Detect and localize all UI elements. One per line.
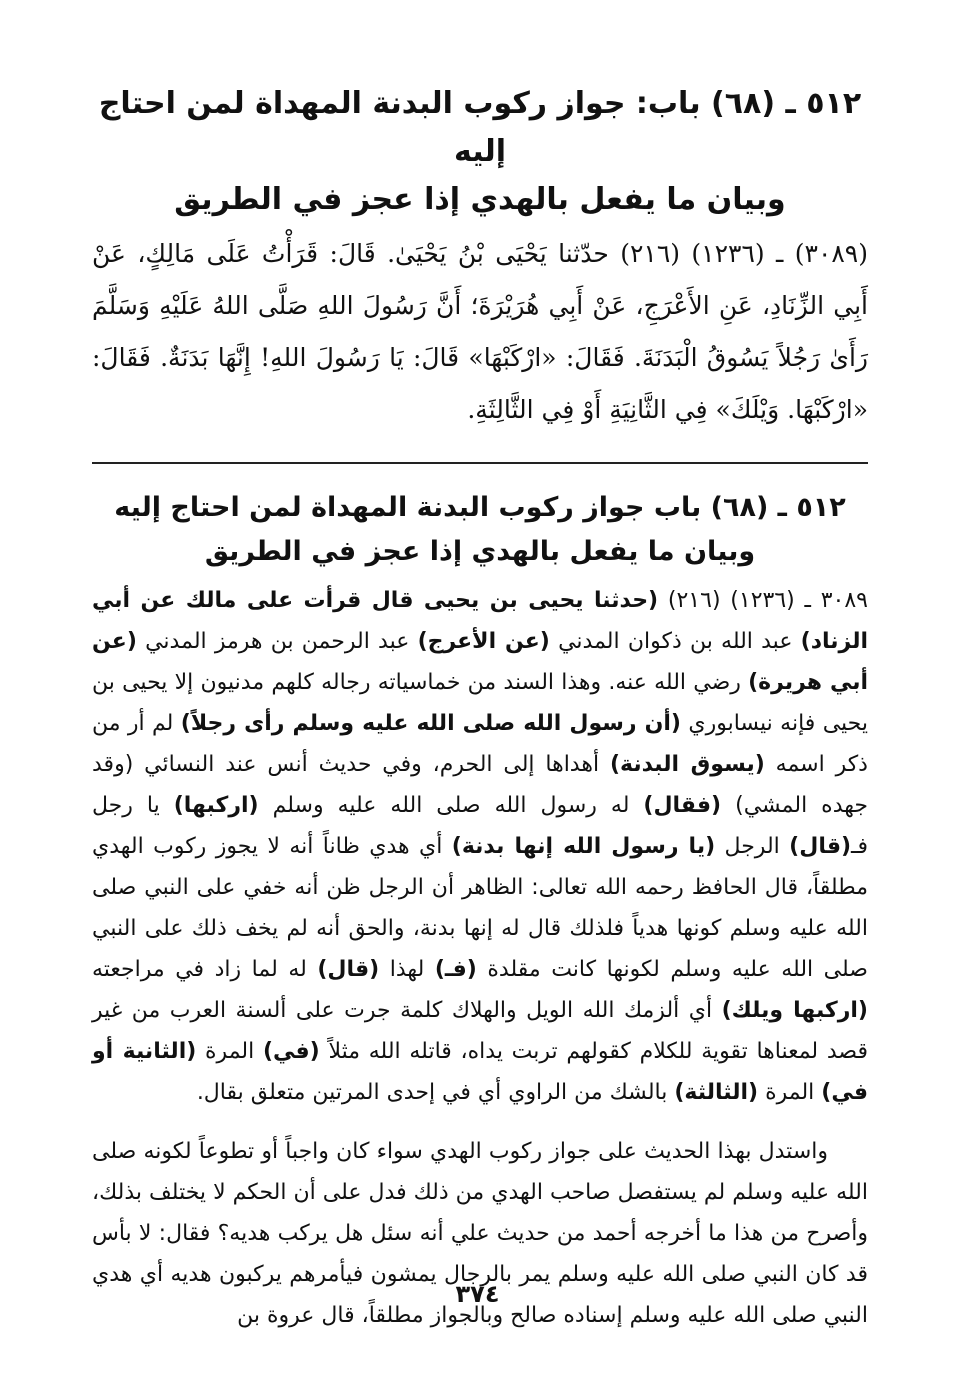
commentary-text: أهداها إلى الحرم، وفي حديث أنس عند النسائي (وقد جهده المشي) (92, 752, 869, 818)
commentary-text: رضي الله عنه. وهذا السند من خماسياته رجاله كلهم مدنيون إلا يحيى بن يحيى فإنه نيسابوري (92, 670, 868, 736)
page-number: ٣٧٤ (455, 1280, 500, 1308)
commentary-text: أي ألزمك الله الويل والهلاك كلمة جرت على ألسنة العرب من غير قصد لمعناها تقوية للكلام كقولهم تربت يداه، قاتله الله مثلاً (92, 998, 869, 1064)
chapter-title-line2: وبيان ما يفعل بالهدي إذا عجز في الطريق (174, 182, 786, 217)
hadith-text: (٣٠٨٩) ـ (١٢٣٦) (٢١٦) حدّثنا يَحْيَى بْنُ يَحْيَىٰ. قَالَ: قَرَأْتُ عَلَى مَالِكٍ، عَنْ أَبِي الزِّنَادِ، عَنِ الأَعْرَجِ، عَنْ أَبِي هُرَيْرَةَ؛ أَنَّ رَسُولَ اللهِ صَلَّى اللهُ عَلَيْهِ وَسَلَّمَ رَأَىٰ رَجُلاً يَسُوقُ الْبَدَنَةَ. فَقَالَ: «ارْكَبْهَا» قَالَ: يَا رَسُولَ اللهِ! إِنَّهَا بَدَنَةٌ. فَقَالَ: «ارْكَبْهَا. وَيْلَكَ» فِي الثَّانِيَةِ أَوْ فِي الثَّالِثَةِ. (92, 239, 868, 424)
commentary-text: أي هدي ظاناً أنه لا يجوز ركوب الهدي مطلقاً، قال الحافظ رحمه الله تعالى: الظاهر أن الرجل ظن أنه خفي على النبي صلى الله عليه وسلم كونها هدياً فلذلك قال له إنها بدنة، والحق أنه لم يخف ذلك على النبي صلى الله عليه وسلم لكونها كانت مقلدة (92, 834, 868, 982)
commentary-paragraph-2: واستدل بهذا الحديث على جواز ركوب الهدي سواء كان واجباً أو تطوعاً لكونه صلى الله عليه وسلم لم يستفصل صاحب الهدي من ذلك فدل على أن الحكم لا يختلف بذلك، وأصرح من هذا ما أخرجه أحمد من حديث علي أنه سئل هل يركب هديه؟ فقال: لا بأس قد كان النبي صلى الله عليه وسلم يمر بالرجال يمشون فيأمرهم يركبون هديه أي هدي النبي صلى الله عليه وسلم إسناده صالح وبالجواز مطلقاً، قال عروة بن (92, 1139, 868, 1328)
commentary-quoted-text: (قال) (789, 834, 852, 859)
commentary-quoted-text: (عن الأعرج) (417, 629, 550, 654)
commentary-paragraph (92, 580, 868, 1113)
chapter-title-line1: ٥١٢ ـ (٦٨) باب: جواز ركوب البدنة المهداة لمن احتاج إليه (98, 86, 862, 169)
commentary-quoted-text: (أن رسول الله صلى الله عليه وسلم رأى رجلاً) (180, 711, 681, 736)
commentary-quoted-text: (اركبها ويلك) (721, 998, 868, 1023)
commentary-quoted-text: (في) (262, 1039, 320, 1064)
commentary-quoted-text: (الثالثة) (674, 1080, 759, 1105)
commentary-text: له رسول الله صلى الله عليه وسلم (258, 793, 644, 818)
commentary-text: له لما زاد في مراجعته (92, 957, 318, 982)
commentary-text: يا رجل فـ (92, 793, 869, 859)
commentary-quoted-text: (حدثنا يحيى بن يحيى قال قرأت على مالك عن أبي الزناد) (92, 588, 869, 654)
commentary-quoted-text: (عن أبي هريرة) (92, 629, 868, 695)
commentary-text: المرة (758, 1080, 822, 1105)
commentary-text: لم أر من ذكر اسمه (92, 711, 868, 777)
commentary-quoted-text: (الثانية أو في) (92, 1039, 868, 1105)
commentary-text: لهذا (379, 957, 435, 982)
commentary-quoted-text: (اركبها) (173, 793, 259, 818)
section-divider (92, 462, 868, 464)
commentary-text: ٣٠٨٩ ـ (١٢٣٦) (٢١٦) (658, 588, 868, 613)
commentary-text: بالشك من الراوي أي في إحدى المرتين متعلق بقال. (196, 1080, 675, 1105)
commentary-quoted-text: (قال) (317, 957, 380, 982)
commentary-text: عبد الله بن ذكوان المدني (549, 629, 801, 654)
commentary-title-line2: وبيان ما يفعل بالهدي إذا عجز في الطريق (204, 536, 756, 567)
page-body (92, 80, 868, 1336)
commentary-quoted-text: (يا رسول الله إنها بدنة) (451, 834, 716, 859)
commentary-quoted-text: (يسوق البدنة) (609, 752, 765, 777)
commentary-quoted-text: (فـ) (434, 957, 477, 982)
commentary-title-line1: ٥١٢ ـ (٦٨) باب جواز ركوب البدنة المهداة لمن احتاج إليه (114, 492, 846, 523)
commentary-text: المرة (196, 1039, 263, 1064)
commentary-text: عبد الرحمن بن هرمز المدني (136, 629, 418, 654)
commentary-text: الرجل (715, 834, 790, 859)
commentary-quoted-text: (فقال) (643, 793, 722, 818)
